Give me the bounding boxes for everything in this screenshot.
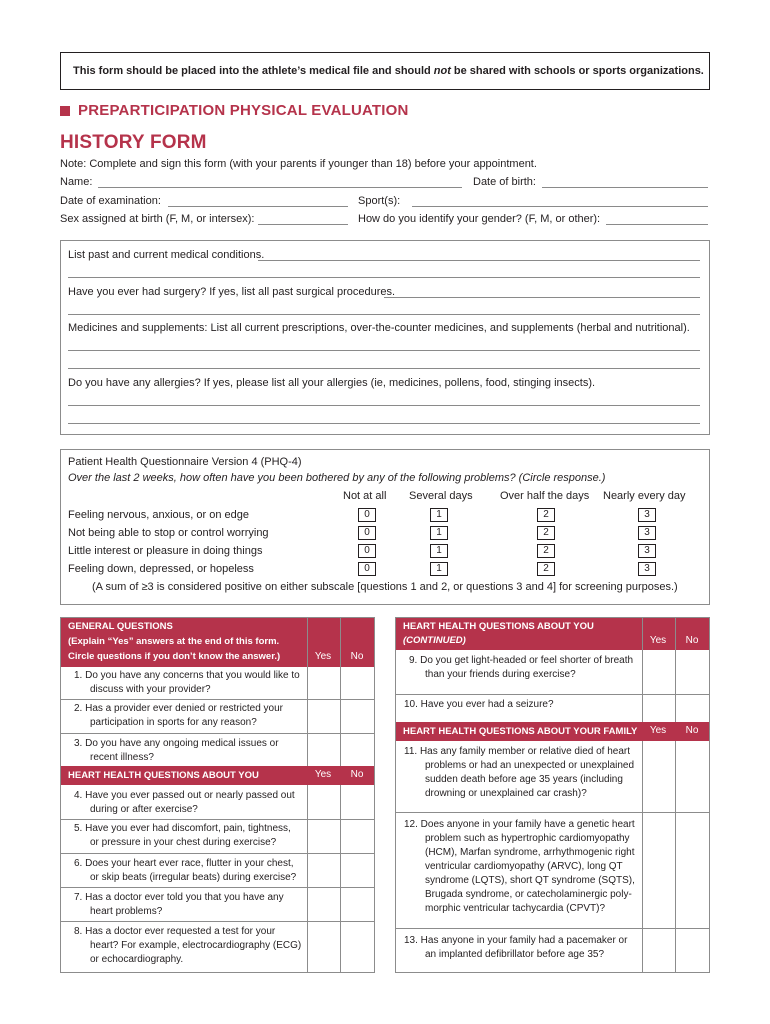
allergies-field-2[interactable]	[68, 423, 700, 424]
phq4-row-2-score-3[interactable]: 3	[638, 526, 656, 540]
conditions-field-2[interactable]	[68, 277, 700, 278]
surgery-field-2[interactable]	[68, 314, 700, 315]
question-13-line-2: an implanted defibrillator before age 35?	[425, 949, 605, 960]
notice-emphasis: not	[433, 65, 451, 77]
dob-field[interactable]	[542, 187, 708, 188]
phq4-row-2-score-2[interactable]: 2	[537, 526, 555, 540]
heart-family-header-text: HEART HEALTH QUESTIONS ABOUT YOUR FAMILY	[403, 726, 638, 737]
medicines-label: Medicines and supplements: List all current prescriptions, over-the-counter medicines, and supplements (herbal and nutritional).	[68, 322, 690, 334]
phq4-col-nearly-every-day: Nearly every day	[603, 490, 686, 502]
left-yes-divider	[307, 618, 308, 973]
form-title: HISTORY FORM	[60, 132, 207, 153]
phq4-row-1-score-0[interactable]: 0	[358, 508, 376, 522]
exam-date-label: Date of examination:	[60, 195, 161, 207]
question-4-line-2: during or after exercise?	[90, 804, 198, 815]
general-yes-header: Yes	[314, 651, 332, 662]
question-12-line-1: 12. Does anyone in your family have a genetic heart	[404, 819, 635, 830]
row-divider	[61, 733, 374, 734]
surgery-field-1[interactable]	[384, 297, 700, 298]
question-4-line-1: 4. Have you ever passed out or nearly passed out	[74, 790, 295, 801]
question-11-line-3: sudden death before age 35 years (including	[425, 774, 623, 785]
sex-field[interactable]	[258, 224, 348, 225]
phq4-row-4-score-3[interactable]: 3	[638, 562, 656, 576]
question-12-line-2: problem such as hypertrophic cardiomyopathy	[425, 833, 630, 844]
question-12-line-6: Brugada syndrome, or catecholaminergic poly-	[425, 889, 632, 900]
family-yes-header: Yes	[649, 725, 667, 736]
name-label: Name:	[60, 176, 93, 188]
row-divider	[396, 928, 709, 929]
phq4-row-3-score-2[interactable]: 2	[537, 544, 555, 558]
question-9-line-1: 9. Do you get light-headed or feel shorter of breath	[409, 655, 634, 666]
section-title-text: PREPARTICIPATION PHYSICAL EVALUATION	[78, 102, 409, 119]
family-no-header: No	[685, 725, 699, 736]
medicines-field-1[interactable]	[68, 350, 700, 351]
question-3-line-1: 3. Do you have any ongoing medical issues or	[74, 738, 279, 749]
question-7-line-2: heart problems?	[90, 906, 163, 917]
surgery-label: Have you ever had surgery? If yes, list all past surgical procedures.	[68, 286, 396, 298]
question-7-line-1: 7. Has a doctor ever told you that you have any	[74, 892, 284, 903]
question-2-line-2: participation in sports for any reason?	[90, 717, 257, 728]
phq4-row-4-score-1[interactable]: 1	[430, 562, 448, 576]
phq4-row-2-score-1[interactable]: 1	[430, 526, 448, 540]
question-11-line-4: drowning or unexplained car crash)?	[425, 788, 587, 799]
question-9-line-2: than your friends during exercise?	[425, 669, 576, 680]
gender-label: How do you identify your gender? (F, M, or other):	[358, 213, 601, 225]
phq4-row-4-score-2[interactable]: 2	[537, 562, 555, 576]
phq4-footnote: (A sum of ≥3 is considered positive on either subscale [questions 1 and 2, or questions 3 and 4] for screening purposes.)	[92, 581, 678, 593]
question-12-line-5: syndrome (LQTS), short QT syndrome (SQTS),	[425, 875, 635, 886]
question-6-line-1: 6. Does your heart ever race, flutter in your chest,	[74, 858, 294, 869]
phq4-row-2-label: Not being able to stop or control worrying	[68, 527, 269, 539]
heart-continued-line-2: (CONTINUED)	[403, 635, 466, 646]
sports-label: Sport(s):	[358, 195, 401, 207]
phq4-col-several-days: Several days	[409, 490, 473, 502]
phq4-title: Patient Health Questionnaire Version 4 (PHQ-4)	[68, 456, 302, 468]
notice-after: be shared with schools or sports organizations.	[453, 65, 704, 77]
confidentiality-notice	[60, 52, 710, 90]
section-title	[60, 102, 409, 119]
sports-field[interactable]	[412, 206, 708, 207]
question-5-line-1: 5. Have you ever had discomfort, pain, tightness,	[74, 823, 291, 834]
heart-no-header: No	[350, 769, 364, 780]
right-yes-divider	[642, 618, 643, 973]
general-no-header: No	[350, 651, 364, 662]
question-1-line-2: discuss with your provider?	[90, 684, 211, 695]
right-yes-header: Yes	[649, 635, 667, 646]
row-divider	[61, 819, 374, 820]
question-8-line-1: 8. Has a doctor ever requested a test for your	[74, 926, 276, 937]
question-10-line-1: 10. Have you ever had a seizure?	[404, 699, 554, 710]
row-divider	[396, 694, 709, 695]
allergies-label: Do you have any allergies? If yes, please list all your allergies (ie, medicines, pollens, food, stinging insects).	[68, 377, 596, 389]
question-11-line-1: 11. Has any family member or relative died of heart	[404, 746, 631, 757]
name-field[interactable]	[98, 187, 462, 188]
row-divider	[61, 921, 374, 922]
general-header-line-1: GENERAL QUESTIONS	[68, 621, 173, 632]
phq4-row-2-score-0[interactable]: 0	[358, 526, 376, 540]
row-divider	[396, 812, 709, 813]
phq4-row-3-score-0[interactable]: 0	[358, 544, 376, 558]
phq4-row-1-score-3[interactable]: 3	[638, 508, 656, 522]
gender-field[interactable]	[606, 224, 708, 225]
question-12-line-4: ventricular cardiomyopathy (ARVC), long QT	[425, 861, 623, 872]
row-divider	[61, 853, 374, 854]
dob-label: Date of birth:	[473, 176, 536, 188]
question-13-line-1: 13. Has anyone in your family had a pacemaker or	[404, 935, 628, 946]
phq4-row-1-label: Feeling nervous, anxious, or on edge	[68, 509, 250, 521]
question-12-line-3: (HCM), Marfan syndrome, arrhythmogenic right	[425, 847, 635, 858]
question-8-line-2: heart? For example, electrocardiography (ECG)	[90, 940, 302, 951]
question-12-line-7: morphic ventricular tachycardia (CPVT)?	[425, 903, 606, 914]
phq4-row-3-label: Little interest or pleasure in doing things	[68, 545, 263, 557]
sex-label: Sex assigned at birth (F, M, or intersex):	[60, 213, 255, 225]
question-6-line-2: or skip beats (irregular beats) during exercise?	[90, 872, 297, 883]
phq4-col-not-at-all: Not at all	[343, 490, 387, 502]
conditions-field-1[interactable]	[258, 260, 700, 261]
heart-yes-header: Yes	[314, 769, 332, 780]
question-3-line-2: recent illness?	[90, 752, 154, 763]
notice-before: This form should be placed into the athlete’s medical file and should	[73, 65, 431, 77]
phq4-row-4-score-0[interactable]: 0	[358, 562, 376, 576]
general-header-line-2: (Explain “Yes” answers at the end of this form.	[68, 636, 280, 647]
phq4-subtitle: Over the last 2 weeks, how often have you been bothered by any of the following problems? (Circle response.)	[68, 472, 606, 484]
heart-you-header-text: HEART HEALTH QUESTIONS ABOUT YOU	[68, 770, 259, 781]
right-no-header: No	[685, 635, 699, 646]
question-1-line-1: 1. Do you have any concerns that you would like to	[74, 670, 300, 681]
exam-date-field[interactable]	[168, 206, 348, 207]
question-2-line-1: 2. Has a provider ever denied or restricted your	[74, 703, 283, 714]
allergies-field-1[interactable]	[68, 405, 700, 406]
phq4-col-over-half: Over half the days	[500, 490, 590, 502]
conditions-label: List past and current medical conditions.	[68, 249, 265, 261]
medicines-field-2[interactable]	[68, 368, 700, 369]
question-8-line-3: or echocardiography.	[90, 954, 184, 965]
question-11-line-2: problems or had an unexpected or unexplained	[425, 760, 635, 771]
general-header-line-3: Circle questions if you don’t know the answer.)	[68, 651, 281, 662]
note-text: Note: Complete and sign this form (with your parents if younger than 18) before your appointment.	[60, 158, 537, 170]
row-divider	[61, 887, 374, 888]
phq4-row-4-label: Feeling down, depressed, or hopeless	[68, 563, 254, 575]
square-bullet-icon	[60, 106, 70, 116]
heart-continued-line-1: HEART HEALTH QUESTIONS ABOUT YOU	[403, 621, 594, 632]
right-no-divider	[675, 618, 676, 973]
phq4-row-3-score-1[interactable]: 1	[430, 544, 448, 558]
row-divider	[61, 699, 374, 700]
question-5-line-2: or pressure in your chest during exercise?	[90, 837, 277, 848]
left-no-divider	[340, 618, 341, 973]
phq4-row-1-score-1[interactable]: 1	[430, 508, 448, 522]
phq4-row-1-score-2[interactable]: 2	[537, 508, 555, 522]
phq4-row-3-score-3[interactable]: 3	[638, 544, 656, 558]
